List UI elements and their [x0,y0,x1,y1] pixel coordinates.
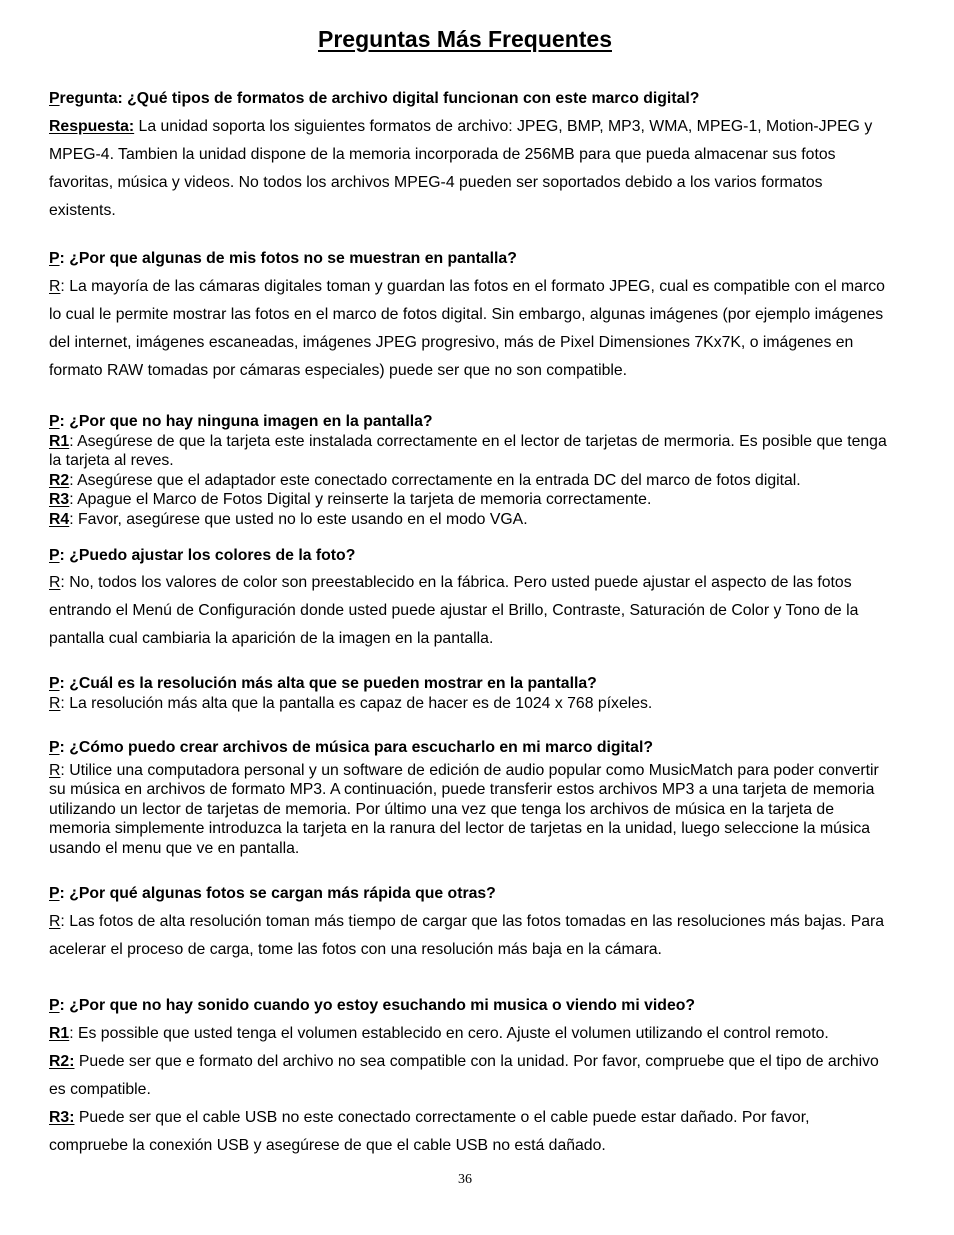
answer-text: : La resolución más alta que la pantalla es capaz de hacer es de 1024 x 768 píxeles. [60,694,653,712]
answer-label: R2: [49,1053,75,1070]
faq-question [49,738,889,758]
faq-item-resolution [49,674,889,713]
answer-text: Puede ser que e formato del archivo no sea compatible con la unidad. Por favor, compruebe que el tipo de archivo es compatible. [49,1053,879,1098]
faq-item-formats [49,85,889,225]
faq-answer [49,273,889,385]
answer-text: : Es possible que usted tenga el volumen establecido en cero. Ajuste el volumen utilizando el control remoto. [69,1025,829,1042]
answer-text: : La mayoría de las cámaras digitales toman y guardan las fotos en el formato JPEG, cual es compatible con el marco lo cual le permite mostrar las fotos en el marco de fotos digital. Sin embargo, algunas imágenes (por ejemplo imágenes del internet, imágenes escaneadas, imágenes JPEG progresivo, más de Pixel Dimensiones 7Kx7K, o imágenes en formato RAW tomadas por cámaras especiales) puede ser que no son compatible. [49,278,885,379]
faq-item-colors [49,545,889,653]
page-title: Preguntas Más Frequentes [318,26,612,52]
answer-label: R3: [49,1109,75,1126]
faq-answer-r3 [49,1104,889,1160]
answer-text: : No, todos los valores de color son preestablecido en la fábrica. Pero usted puede ajustar el aspecto de las fotos entrando el Menú de Configuración donde usted puede ajustar el Brillo, Contraste, Saturación de Color y Tono de la pantalla cual cambiaria la aparición de la imagen en la pantalla. [49,574,859,647]
question-label: P [49,675,60,692]
answer-label: R [49,913,61,930]
faq-question [49,85,889,113]
faq-answer [49,694,889,714]
question-label: P [49,739,60,756]
faq-question [49,412,889,432]
question-text: : ¿Por que no hay ninguna imagen en la pantalla? [59,413,433,430]
answer-label: R [49,278,61,295]
faq-answer-r2 [49,1048,889,1104]
answer-text: : Asegúrese de que la tarjeta este instalada correctamente en el lector de tarjetas de mermoria. Es posible que tenga la tarjeta al reves. [49,432,887,470]
page-number: 36 [458,1172,472,1187]
faq-answer-r2 [49,471,889,491]
answer-text: : Las fotos de alta resolución toman más tiempo de cargar que las fotos tomadas en las resoluciones más bajas. Para acelerar el proceso de carga, tome las fotos con una resolución más baja en la cámara. [49,913,885,958]
question-text: : ¿Cómo puedo crear archivos de música para escucharlo en mi marco digital? [59,739,653,756]
faq-item-no-sound [49,992,889,1160]
faq-item-music-files [49,738,889,859]
faq-answer [49,908,889,964]
answer-label: R3 [49,491,70,509]
answer-label: R1 [49,1025,70,1042]
answer-label: R4 [49,510,70,528]
answer-label: R [49,694,61,712]
faq-answer-r1 [49,1020,889,1048]
faq-answer-r1 [49,432,889,471]
answer-text: : Utilice una computadora personal y un software de edición de audio popular como MusicMatch para poder convertir su música en archivos de formato MP3. A continuación, puede transferir estos archivos MP3 a una tarjeta de memoria utilizando un lector de tarjetas de memoria. Por último una vez que tenga los archivos de música en la tarjeta de memoria simplemente introduzca la tarjeta en la ranura del lector de tarjetas en la unidad, luego seleccione la música usando el menu que ve en pantalla. [49,761,879,857]
question-label: P [49,997,60,1014]
question-text: : ¿Cuál es la resolución más alta que se pueden mostrar en la pantalla? [59,675,597,692]
faq-answer [49,113,889,225]
faq-question [49,245,889,273]
answer-text: La unidad soporta los siguientes formatos de archivo: JPEG, BMP, MP3, WMA, MPEG-1, Motion-JPEG y MPEG-4. Tambien la unidad dispone de la memoria incorporada de 256MB para que pueda almacenar sus fotos favoritas, música y videos. No todos los archivos MPEG-4 pueden ser soportados debido a los varios formatos existents. [49,118,873,219]
faq-answer [49,569,889,653]
faq-item-photos-not-shown [49,245,889,385]
answer-label: Respuesta: [49,118,135,135]
faq-answer-r3 [49,490,889,510]
answer-label: R [49,761,61,779]
question-label: P [49,90,60,107]
question-text: : ¿Por que algunas de mis fotos no se muestran en pantalla? [59,250,517,267]
answer-label: R1 [49,432,70,450]
answer-text: : Apague el Marco de Fotos Digital y reinserte la tarjeta de memoria correctamente. [69,491,652,509]
answer-text: : Favor, asegúrese que usted no lo este usando en el modo VGA. [69,510,528,528]
question-label: P [49,885,60,902]
question-text: : ¿Por qué algunas fotos se cargan más rápida que otras? [59,885,496,902]
faq-question [49,880,889,908]
question-text: : ¿Puedo ajustar los colores de la foto? [59,547,356,564]
faq-question [49,545,889,566]
question-label: P [49,413,60,430]
answer-text: : Asegúrese que el adaptador este conectado correctamente en la entrada DC del marco de fotos digital. [69,471,801,489]
question-text: : ¿Por que no hay sonido cuando yo estoy esuchando mi musica o viendo mi video? [59,997,696,1014]
faq-item-load-speed [49,880,889,964]
question-text: regunta: ¿Qué tipos de formatos de archivo digital funcionan con este marco digital? [59,90,700,107]
answer-label: R [49,574,61,591]
answer-label: R2 [49,471,70,489]
faq-answer-r4 [49,510,889,530]
answer-text: Puede ser que el cable USB no este conectado correctamente o el cable puede estar dañado. Por favor, compruebe la conexión USB y asegúrese de que el cable USB no está dañado. [49,1109,810,1154]
faq-answer [49,761,889,859]
faq-question [49,674,889,694]
question-label: P [49,250,60,267]
question-label: P [49,547,60,564]
faq-question [49,992,889,1020]
faq-item-no-image [49,412,889,530]
